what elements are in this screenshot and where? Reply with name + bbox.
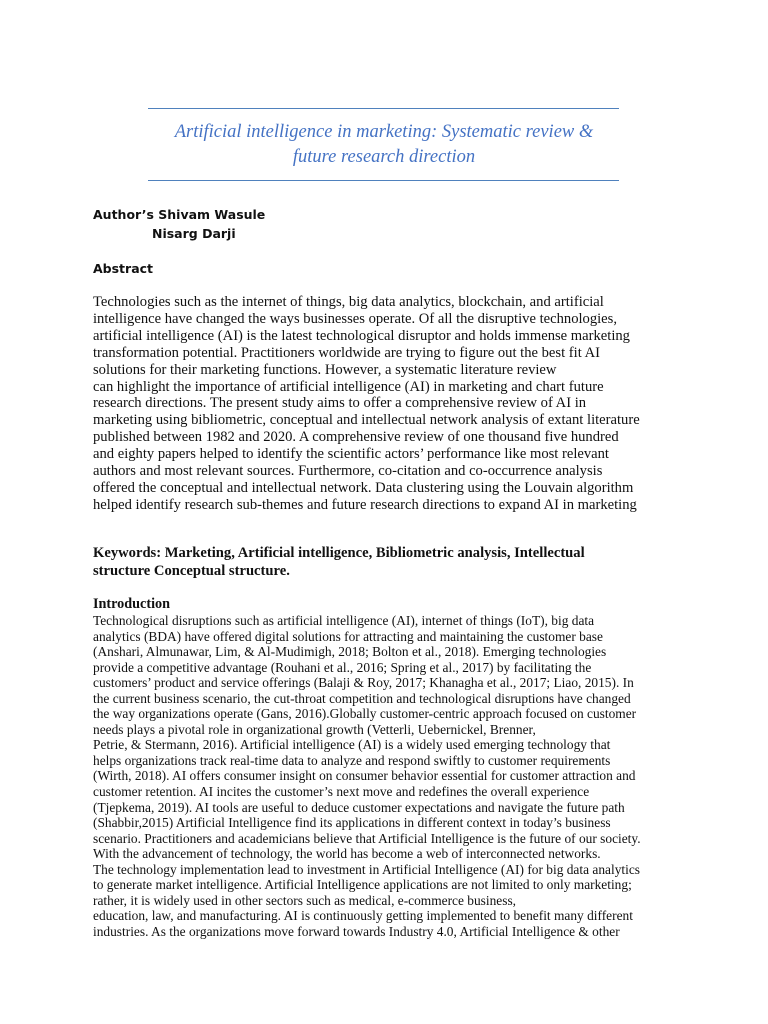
intro-line: Technological disruptions such as artificial intelligence (AI), internet of things (IoT), big data (93, 613, 595, 628)
abstract-heading: Abstract (93, 261, 154, 276)
intro-line: helps organizations track real-time data to analyze and respond swiftly to customer requirements (93, 752, 611, 768)
abstract-line: intelligence have changed the ways businesses operate. Of all the disruptive technologies, (93, 310, 617, 327)
intro-line: The technology implementation lead to investment in Artificial Intelligence (AI) for big data analytics (93, 861, 640, 877)
intro-line: analytics (BDA) have offered digital solutions for attracting and maintaining the customer base (93, 628, 603, 644)
paper-title (100, 120, 668, 170)
abstract-body (93, 294, 683, 514)
intro-line: the current business scenario, the cut-throat competition and technological disruptions have changed (93, 690, 631, 706)
introduction-body (93, 613, 683, 939)
intro-line: With the advancement of technology, the world has become a web of interconnected networks. (93, 846, 601, 862)
intro-line: (Wirth, 2018). AI offers consumer insight on consumer behavior essential for customer attraction and (93, 768, 636, 784)
keywords-line: structure Conceptual structure. (93, 562, 290, 579)
intro-line: customers’ product and service offerings (Balaji & Roy, 2017; Khanagha et al., 2017; Liao, 2015). In (93, 675, 634, 691)
intro-line: rather, it is widely used in other sectors such as medical, e-commerce business, (93, 892, 517, 908)
intro-line: (Tjepkema, 2019). AI tools are useful to deduce customer expectations and navigate the future path (93, 799, 625, 815)
title-bottom-rule (148, 180, 619, 181)
authors-line: Author’s Shivam Wasule (93, 207, 266, 222)
abstract-line: and eighty papers helped to identify the scientific actors’ performance like most relevant (93, 446, 609, 463)
intro-line: scenario. Practitioners and academicians believe that Artificial Intelligence is the future of our society. (93, 830, 641, 846)
abstract-line: published between 1982 and 2020. A comprehensive review of one thousand five hundred (93, 429, 619, 446)
title-line: future research direction (292, 147, 476, 167)
intro-line: (Shabbir,2015) Artificial Intelligence find its applications in different context in today’s business (93, 815, 611, 831)
abstract-line: authors and most relevant sources. Furthermore, co-citation and co-occurrence analysis (93, 463, 603, 480)
intro-line: needs plays a pivotal role in organizational growth (Vetterli, Uebernickel, Brenner, (93, 721, 536, 737)
intro-line: industries. As the organizations move forward towards Industry 4.0, Artificial Intelligence & other (93, 923, 620, 939)
abstract-line: offered the conceptual and intellectual network. Data clustering using the Louvain algorithm (93, 479, 634, 496)
title-top-rule (148, 108, 619, 109)
intro-line: provide a competitive advantage (Rouhani et al., 2016; Spring et al., 2017) by facilitating the (93, 659, 592, 675)
intro-line: (Anshari, Almunawar, Lim, & Al-Mudimigh, 2018; Bolton et al., 2018). Emerging technologies (93, 644, 607, 660)
intro-line: customer retention. AI incites the customer’s next move and redefines the overall experience (93, 784, 590, 800)
abstract-line: transformation potential. Practitioners worldwide are trying to figure out the best fit AI (93, 344, 601, 361)
introduction-heading: Introduction (93, 596, 170, 612)
title-line: Artificial intelligence in marketing: Systematic review & (174, 122, 594, 142)
abstract-line: Technologies such as the internet of things, big data analytics, blockchain, and artificial (93, 294, 604, 310)
abstract-line: marketing using bibliometric, conceptual and intellectual network analysis of extant literature (93, 412, 640, 429)
abstract-line: helped identify research sub-themes and future research directions to expand AI in marketing (93, 496, 637, 513)
keywords (93, 545, 673, 580)
abstract-line: can highlight the importance of artificial intelligence (AI) in marketing and chart future (93, 378, 604, 395)
abstract-line: research directions. The present study aims to offer a comprehensive review of AI in (93, 395, 587, 412)
abstract-line: solutions for their marketing functions. However, a systematic literature review (93, 361, 557, 378)
abstract-line: artificial intelligence (AI) is the latest technological disruptor and holds immense marketing (93, 327, 630, 344)
intro-line: Petrie, & Stermann, 2016). Artificial intelligence (AI) is a widely used emerging technology that (93, 737, 611, 753)
second-author: Nisarg Darji (152, 226, 236, 241)
intro-line: education, law, and manufacturing. AI is continuously getting implemented to benefit many different (93, 908, 633, 924)
intro-line: the way organizations operate (Gans, 2016).Globally customer-centric approach focused on customer (93, 706, 637, 722)
keywords-line: Keywords: Marketing, Artificial intelligence, Bibliometric analysis, Intellectual (93, 545, 585, 561)
intro-line: to generate market intelligence. Artificial Intelligence applications are not limited to only marketing; (93, 877, 632, 893)
